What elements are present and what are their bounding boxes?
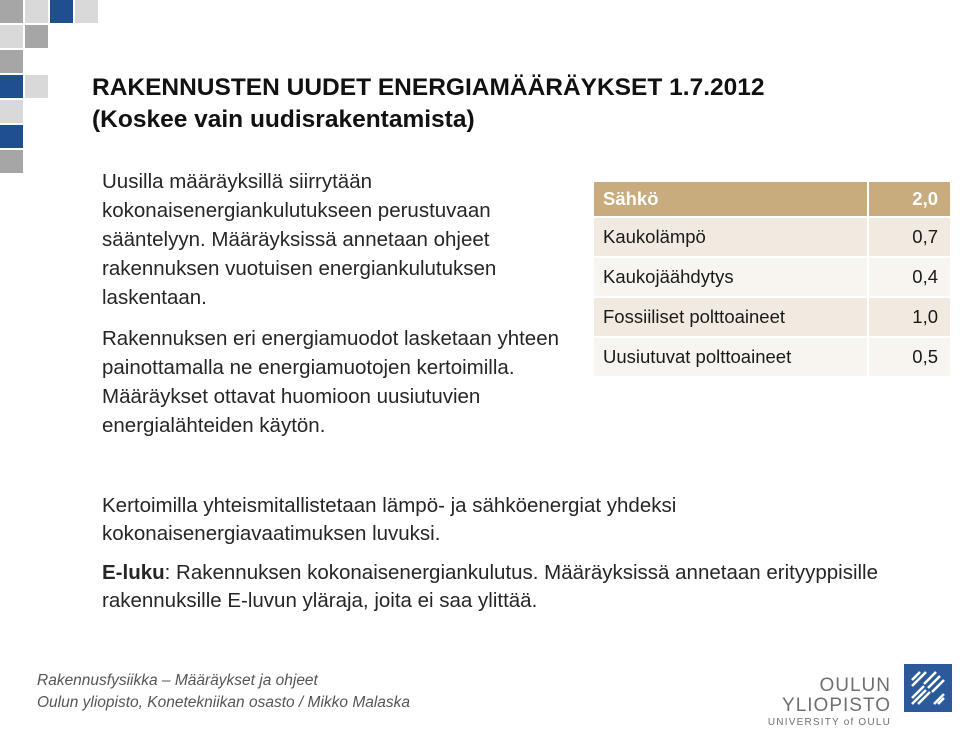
paragraph-energy-forms: Rakennuksen eri energiamuodot lasketaan yhteen painottamalla ne energiamuotojen kertoimilla. Määräykset ottavat huomioon uusiutuvien energialähteiden käytön. (102, 327, 559, 437)
slide-title-line1: RAKENNUSTEN UUDET ENERGIAMÄÄRÄYKSET 1.7.2012 (92, 74, 765, 101)
university-logo-icon (904, 664, 952, 712)
table-cell-value: 0,4 (868, 257, 950, 297)
e-luku-label: E-luku (102, 561, 165, 584)
energy-coefficient-table (594, 182, 950, 378)
table-cell-value: 0,7 (868, 217, 950, 257)
table-row (594, 182, 950, 217)
footer-course: Rakennusfysiikka – Määräykset ja ohjeet (37, 672, 318, 689)
paragraph-regulations: Uusilla määräyksillä siirrytään kokonaisenergiankulutukseen perustuvaan sääntelyyn. Määräyksissä annetaan ohjeet rakennuksen vuotuisen energiankulutuksen laskentaan. (102, 170, 497, 309)
table-cell-value: 2,0 (868, 182, 950, 217)
corner-mosaic-decoration (0, 0, 100, 175)
table-cell-label: Sähkö (594, 182, 868, 217)
left-body-text (102, 167, 572, 440)
slide-footer (37, 670, 410, 714)
slide-title-line2: (Koskee vain uudisrakentamista) (92, 106, 475, 133)
paragraph-e-luku (102, 559, 942, 615)
table-cell-label: Kaukolämpö (594, 217, 868, 257)
logo-name: OULUN YLIOPISTO (782, 675, 891, 716)
table-cell-label: Uusiutuvat polttoaineet (594, 337, 868, 377)
paragraph-coefficients: Kertoimilla yhteismitallistetaan lämpö- ja sähköenergiat yhdeksi kokonaisenergiavaatimuksen luvuksi. (102, 494, 677, 545)
table-row (594, 297, 950, 337)
logo-subtitle: UNIVERSITY of OULU (767, 717, 891, 728)
table-cell-value: 0,5 (868, 337, 950, 377)
table-row (594, 217, 950, 257)
table-cell-label: Kaukojäähdytys (594, 257, 868, 297)
table-cell-label: Fossiiliset polttoaineet (594, 297, 868, 337)
slide-title (92, 72, 765, 136)
table-row (594, 337, 950, 377)
table-cell-value: 1,0 (868, 297, 950, 337)
university-logo-text (705, 676, 891, 730)
table-row (594, 257, 950, 297)
footer-affiliation: Oulun yliopisto, Konetekniikan osasto / Mikko Malaska (37, 694, 411, 711)
bottom-body-text (102, 492, 942, 615)
e-luku-text: : Rakennuksen kokonaisenergiankulutus. Määräyksissä annetaan erityyppisille rakennuksille E-luvun yläraja, joita ei saa ylittää. (102, 561, 879, 612)
